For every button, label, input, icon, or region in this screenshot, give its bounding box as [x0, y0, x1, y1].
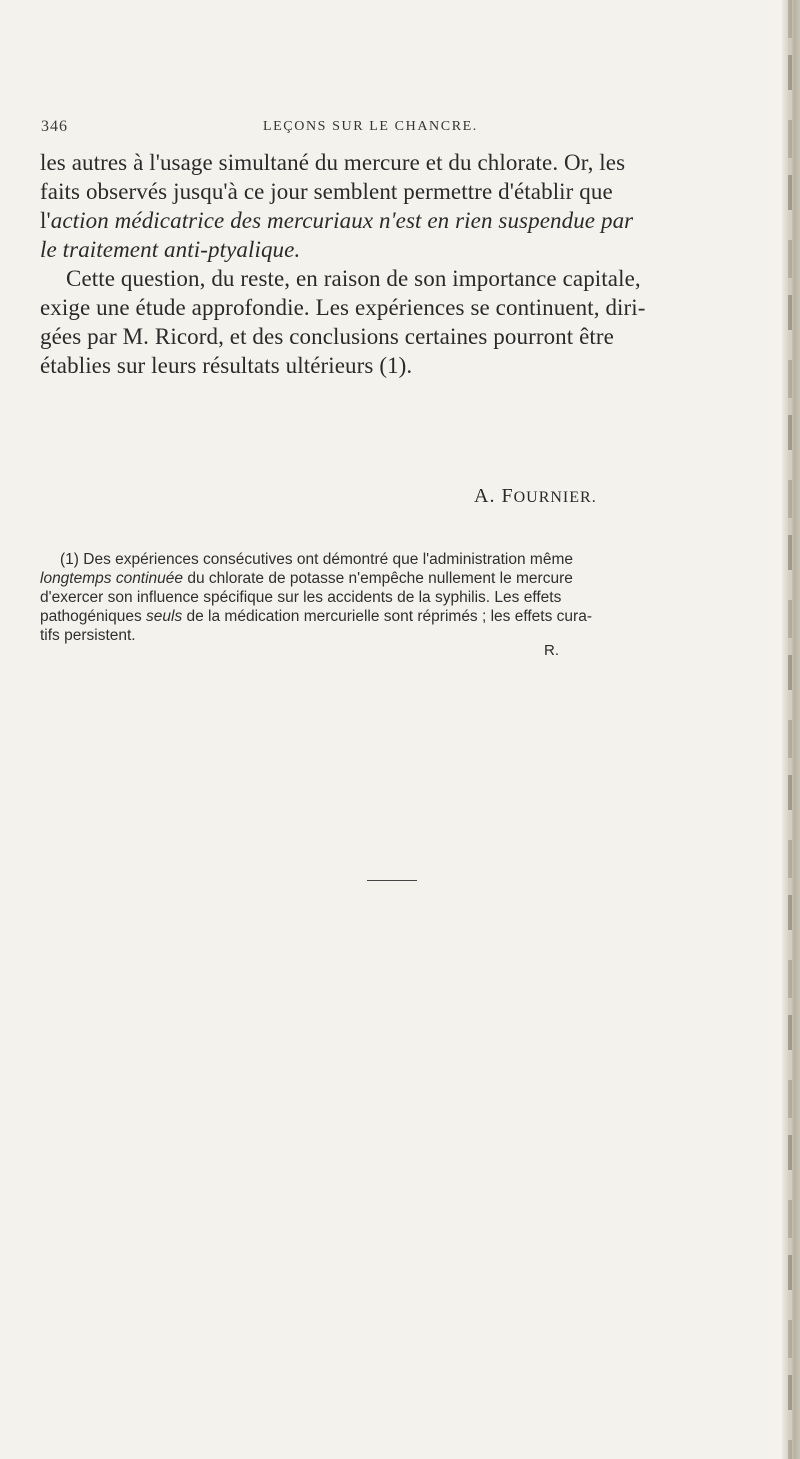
footnote-line	[40, 569, 740, 588]
text-line: les autres à l'usage simultané du mercure et du chlorate. Or, les	[40, 150, 626, 175]
footnote-signature: R.	[544, 642, 559, 659]
text-line: Cette question, du reste, en raison de son importance capitale,	[66, 266, 641, 291]
author-signature	[474, 485, 597, 508]
text-line: faits observés jusqu'à ce jour semblent permettre d'établir que	[40, 179, 613, 204]
book-page-edge	[782, 0, 800, 1459]
signature-initial: A. F	[474, 485, 514, 507]
italic-text: le traitement anti-ptyalique.	[40, 237, 301, 262]
section-divider	[367, 880, 417, 881]
italic-text: seuls	[146, 608, 183, 625]
main-text	[40, 148, 740, 380]
signature-surname: OURNIER.	[513, 489, 597, 506]
page-number: 346	[41, 118, 68, 135]
footnote-line	[40, 607, 740, 626]
text-line: gées par M. Ricord, et des conclusions certaines pourront être	[40, 324, 614, 349]
running-title: LEÇONS SUR LE CHANCRE.	[263, 119, 478, 134]
footnote-line: tifs persistent.	[40, 627, 136, 644]
footnote-line: d'exercer son influence spécifique sur les accidents de la syphilis. Les effets	[40, 589, 562, 606]
italic-text: action médicatrice des mercuriaux n'est en rien suspendue par	[50, 208, 634, 233]
text-fragment: l'	[40, 208, 51, 233]
text-fragment: pathogéniques	[40, 608, 147, 625]
text-line: établies sur leurs résultats ultérieurs (1).	[40, 353, 413, 378]
text-line: exige une étude approfondie. Les expériences se continuent, diri-	[40, 295, 646, 320]
footnote-line: (1) Des expériences consécutives ont démontré que l'administration même	[60, 551, 573, 568]
footnote	[40, 550, 740, 645]
text-line	[40, 206, 740, 235]
italic-text: longtemps continuée	[40, 570, 184, 587]
text-fragment: du chlorate de potasse n'empêche nullement le mercure	[183, 570, 573, 587]
page-header	[41, 118, 731, 140]
text-fragment: de la médication mercurielle sont réprimés ; les effets cura-	[182, 608, 592, 625]
text-line	[40, 235, 740, 264]
